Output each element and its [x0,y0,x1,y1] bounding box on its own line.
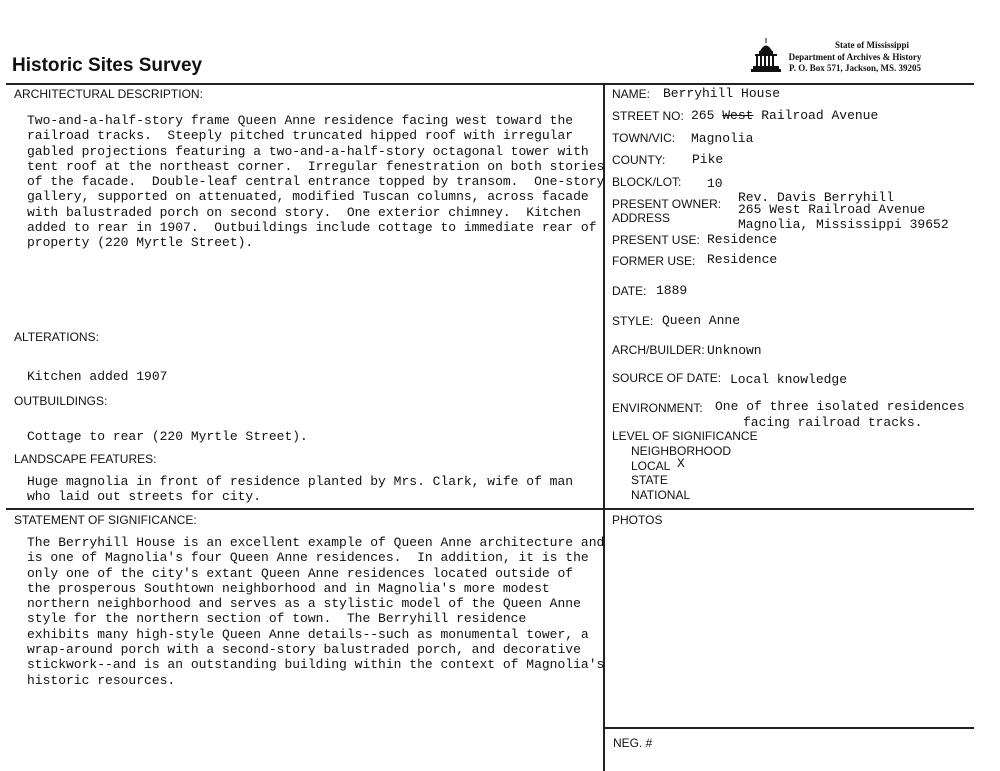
landscape-features-label: LANDSCAPE FEATURES: [14,452,157,466]
level-national: NATIONAL [631,488,691,502]
address-label: ADDRESS [612,211,671,225]
level-neighborhood: NEIGHBORHOOD [631,444,732,458]
statement-of-significance-label: STATEMENT OF SIGNIFICANCE: [14,513,197,527]
owner-line: Magnolia, Mississippi 39652 [738,217,949,232]
owner-line: 265 West Railroad Avenue [738,202,926,217]
level-local: LOCAL [631,459,671,473]
text-line: The Berryhill House is an excellent example of Queen Anne architecture and [27,535,605,550]
neg-rule [603,727,974,729]
alterations-label: ALTERATIONS: [14,330,99,344]
form-title: Historic Sites Survey [12,55,203,76]
statement-of-significance-text [27,535,604,688]
street-name: Railroad Avenue [761,108,879,123]
header-rule [6,83,974,85]
text-line: tent roof at the northeast corner. Irregular fenestration on both stories [27,158,605,174]
architectural-description-label: ARCHITECTURAL DESCRIPTION: [14,87,203,101]
style-value: Queen Anne [662,313,741,328]
date-label: DATE: [612,284,647,298]
text-line: northern neighborhood and serves as a stylistic model of the Queen Anne [27,596,581,612]
agency-line: State of Mississippi [834,40,909,50]
level-local-mark: X [677,456,685,471]
photos-label: PHOTOS [612,513,663,527]
landscape-features-text [27,474,573,505]
block-lot-value: 10 [707,176,723,191]
section-rule [6,508,974,510]
neg-number-label: NEG. # [613,736,653,750]
arch-builder-label: ARCH/BUILDER: [612,343,705,357]
level-of-significance-label: LEVEL OF SIGNIFICANCE [612,429,758,443]
text-line: who laid out streets for city. [27,489,262,505]
former-use-value: Residence [707,252,778,267]
date-value: 1889 [656,283,688,298]
name-value: Berryhill House [663,86,781,101]
text-line: property (220 Myrtle Street). [27,235,254,251]
text-line: Two-and-a-half-story frame Queen Anne residence facing west toward the [27,113,574,128]
block-lot-label: BLOCK/LOT: [612,175,682,189]
text-line: exhibits many high-style Queen Anne details--such as monumental tower, a [27,626,589,642]
source-of-date-value: Local knowledge [730,372,848,387]
text-line: style for the northern section of town. The Berryhill residence [27,611,527,627]
text-line: wrap-around porch with a second-story balustraded porch, and decorative [27,642,581,658]
present-use-value: Residence [707,232,778,247]
text-line: gabled projections featuring a two-and-a-half-story octagonal tower with [27,143,589,159]
arch-builder-value: Unknown [707,343,762,358]
county-label: COUNTY: [612,153,666,167]
agency-line: P. O. Box 571, Jackson, MS. 39205 [789,63,921,73]
agency-address [770,40,940,75]
text-line: is one of Magnolia's four Queen Anne residences. In addition, it is the [27,550,589,566]
text-line: added to rear in 1907. Outbuildings include cottage to immediate rear of [27,220,597,236]
county-value: Pike [692,152,724,167]
town-label: TOWN/VIC: [612,131,676,145]
town-value: Magnolia [691,131,754,146]
text-line: historic resources. [27,672,176,688]
text-line: with balustraded porch on second story. One exterior chimney. Kitchen [27,204,581,220]
text-line: stickwork--and is an outstanding building within the context of Magnolia's [27,657,605,673]
owner-address-value [738,192,949,234]
style-label: STYLE: [612,314,654,328]
outbuildings-text: Cottage to rear (220 Myrtle Street). [27,429,308,444]
street-value [691,108,878,123]
photos-area [606,530,972,724]
agency-line: Department of Archives & History [788,51,922,62]
architectural-description-text [27,113,604,251]
text-line: railroad tracks. Steeply pitched truncated hipped roof with irregular [27,128,574,144]
environment-label: ENVIRONMENT: [612,401,703,415]
text-line: only one of the city's extant Queen Anne residences located outside of [27,565,574,581]
present-use-label: PRESENT USE: [612,233,700,247]
level-state: STATE [631,473,668,487]
source-of-date-label: SOURCE OF DATE: [612,371,722,385]
environment-value-line: facing railroad tracks. [743,415,923,430]
environment-value-line: One of three isolated residences [715,399,965,414]
text-line: the prosperous Southtown neighborhood and in Magnolia's more modest [27,580,550,596]
text-line: of the facade. Double-leaf central entrance topped by transom. One-story [27,174,605,190]
name-label: NAME: [612,87,651,101]
text-line: Huge magnolia in front of residence planted by Mrs. Clark, wife of man [27,474,574,489]
text-line: gallery, supported on attenuated, modified Tuscan columns, across facade [27,189,589,205]
former-use-label: FORMER USE: [612,254,696,268]
owner-line: Rev. Davis Berryhill [738,190,895,205]
street-label: STREET NO: [612,109,684,123]
alterations-text: Kitchen added 1907 [27,369,168,384]
street-struck-word: West [722,108,754,123]
owner-label: PRESENT OWNER: [612,197,722,211]
street-number: 265 [691,108,715,123]
outbuildings-label: OUTBUILDINGS: [14,394,108,408]
